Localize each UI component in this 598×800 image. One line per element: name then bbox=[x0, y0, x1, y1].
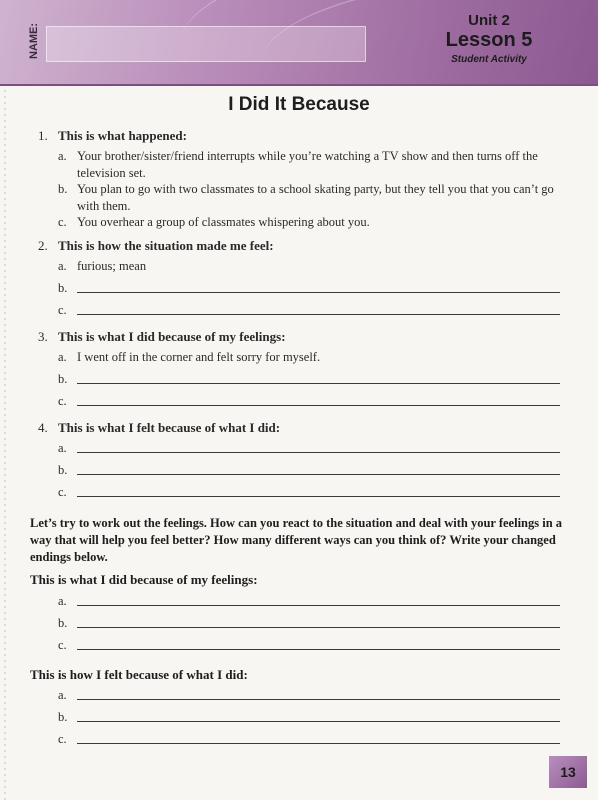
unit-title: Unit 2 bbox=[468, 12, 510, 29]
item-letter: c. bbox=[58, 303, 67, 317]
answer-item bbox=[58, 214, 570, 231]
item-letter: b. bbox=[58, 281, 68, 295]
lesson-title: Lesson 5 bbox=[445, 29, 533, 51]
item-letter: c. bbox=[58, 732, 67, 746]
item-text: furious; mean bbox=[77, 259, 147, 273]
item-letter: b. bbox=[58, 616, 68, 630]
answer-item bbox=[58, 148, 570, 182]
item-letter: b. bbox=[58, 372, 68, 386]
write-in-line[interactable] bbox=[77, 474, 560, 475]
question-text: This is what I felt because of what I did: bbox=[58, 420, 281, 435]
name-field[interactable] bbox=[46, 26, 366, 62]
item-letter: a. bbox=[58, 350, 67, 364]
answer-item bbox=[58, 349, 570, 366]
question-2-heading bbox=[38, 238, 274, 254]
question-text: This is how the situation made me feel: bbox=[58, 238, 274, 253]
unit-lesson-block bbox=[414, 12, 564, 67]
question-3-heading bbox=[38, 329, 286, 345]
header-banner bbox=[0, 0, 598, 86]
item-text: I went off in the corner and felt sorry for myself. bbox=[77, 350, 321, 364]
item-letter: a. bbox=[58, 688, 67, 702]
question-number: 1. bbox=[38, 128, 48, 143]
item-letter: c. bbox=[58, 638, 67, 652]
item-letter: c. bbox=[58, 485, 67, 499]
write-in-line[interactable] bbox=[77, 721, 560, 722]
write-in-line[interactable] bbox=[77, 496, 560, 497]
page-number-badge: 13 bbox=[549, 756, 587, 788]
page-title: I Did It Because bbox=[228, 94, 370, 115]
item-text: Your brother/sister/friend interrupts while you’re watching a TV show and then turns off the television set. bbox=[77, 149, 538, 180]
item-text: You plan to go with two classmates to a school skating party, but they tell you that you can’t go with them. bbox=[77, 182, 554, 213]
item-letter: b. bbox=[58, 710, 68, 724]
section-felt-heading: This is how I felt because of what I did: bbox=[30, 667, 248, 682]
question-number: 3. bbox=[38, 329, 48, 344]
write-in-line[interactable] bbox=[77, 292, 560, 293]
write-in-line[interactable] bbox=[77, 699, 560, 700]
write-in-line[interactable] bbox=[77, 383, 560, 384]
write-in-line[interactable] bbox=[77, 627, 560, 628]
write-in-line[interactable] bbox=[77, 314, 560, 315]
question-1-heading bbox=[38, 128, 187, 144]
write-in-line[interactable] bbox=[77, 649, 560, 650]
item-letter: a. bbox=[58, 259, 67, 273]
write-in-line[interactable] bbox=[77, 405, 560, 406]
item-letter: a. bbox=[58, 441, 67, 455]
item-letter: a. bbox=[58, 594, 67, 608]
binding-edge bbox=[4, 0, 6, 800]
item-text: You overhear a group of classmates whispering about you. bbox=[77, 215, 370, 229]
activity-label: Student Activity bbox=[451, 54, 527, 65]
write-in-line[interactable] bbox=[77, 605, 560, 606]
name-label: NAME: bbox=[28, 22, 40, 60]
question-4-heading bbox=[38, 420, 280, 436]
item-letter: b. bbox=[58, 463, 68, 477]
question-text: This is what happened: bbox=[58, 128, 187, 143]
answer-item bbox=[58, 181, 570, 215]
item-letter: c. bbox=[58, 215, 67, 229]
item-letter: a. bbox=[58, 149, 67, 163]
item-letter: b. bbox=[58, 182, 68, 196]
section-did-heading: This is what I did because of my feelings: bbox=[30, 572, 258, 587]
write-in-line[interactable] bbox=[77, 743, 560, 744]
question-number: 2. bbox=[38, 238, 48, 253]
item-letter: c. bbox=[58, 394, 67, 408]
question-number: 4. bbox=[38, 420, 48, 435]
instructions-paragraph: Let’s try to work out the feelings. How can you react to the situation and deal with your feelings in a way that will help you feel better? How many different ways can you think of? Write your changed endings below. bbox=[30, 516, 563, 564]
question-text: This is what I did because of my feelings: bbox=[58, 329, 286, 344]
write-in-line[interactable] bbox=[77, 452, 560, 453]
answer-item bbox=[58, 258, 570, 275]
